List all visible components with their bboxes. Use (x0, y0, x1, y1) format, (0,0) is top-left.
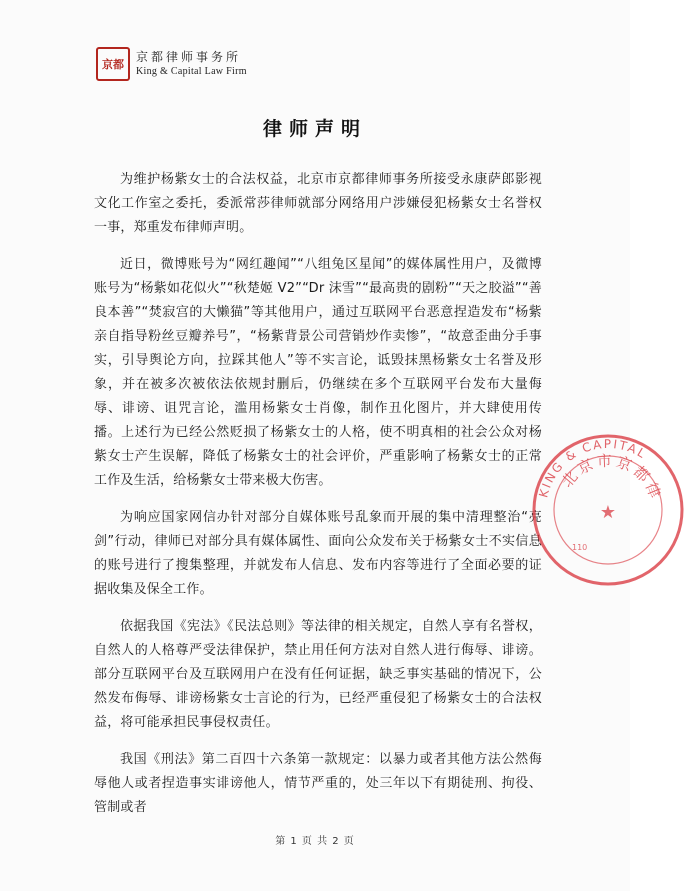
paragraph: 为响应国家网信办针对部分自媒体账号乱象而开展的集中清理整治“亮剑”行动，律师已对部分具有媒体属性、面向公众发布关于杨紫女士不实信息的账号进行了搜集整理，并就发布人信息、发布内容等进行了全面必要的证据收集及保全工作。 (94, 510, 542, 597)
seal-text-cn: 北京市京都律 (558, 451, 666, 504)
paragraph: 为维护杨紫女士的合法权益，北京市京都律师事务所接受永康萨郎影视文化工作室之委托，委派常莎律师就部分网络用户涉嫌侵犯杨紫女士名誉权一事，郑重发布律师声明。 (94, 172, 542, 235)
letterhead (96, 46, 247, 82)
document-title: 律师声明 (262, 118, 367, 140)
firm-name-cn: 京都律师事务所 (136, 50, 242, 64)
firm-name-block (136, 50, 247, 78)
official-seal (528, 430, 688, 590)
seal-text-en: KING & CAPITAL (536, 436, 650, 500)
firm-logo (96, 47, 130, 81)
paragraph: 我国《刑法》第二百四十六条第一款规定：以暴力或者其他方法公然侮辱他人或者捏造事实诽谤他人，情节严重的，处三年以下有期徒刑、拘役、管制或者 (94, 752, 542, 815)
seal-number: 110 (572, 543, 588, 552)
page-number: 第 1 页 共 2 页 (275, 836, 355, 847)
paragraph: 依据我国《宪法》《民法总则》等法律的相关规定，自然人享有名誉权，自然人的人格尊严受法律保护，禁止用任何方法对自然人进行侮辱、诽谤。部分互联网平台及互联网用户在没有任何证据，缺乏事实基础的情况下，公然发布侮辱、诽谤杨紫女士言论的行为，已经严重侵犯了杨紫女士的合法权益，将可能承担民事侵权责任。 (94, 619, 542, 730)
firm-logo-text: 京都 (102, 57, 124, 71)
seal-star-icon: ★ (599, 502, 617, 523)
paragraph: 近日，微博账号为“网红趣闻”“八组兔区星闻”的媒体属性用户，及微博账号为“杨紫如花似火”“秋楚姬 V2”“Dr 沫雪”“最高贵的剧粉”“天之胶溢”“善良本善”“焚寂宫的大懒猫”等其他用户，通过互联网平台恶意捏造发布“杨紫亲自指导粉丝豆瓣养号”，“杨紫背景公司营销炒作卖惨”，“故意歪曲分手事实，引导舆论方向，拉踩其他人”等不实言论，诋毁抹黑杨紫女士名誉及形象，并在被多次被依法依规封删后，仍继续在多个互联网平台发布大量侮辱、诽谤、诅咒言论，滥用杨紫女士肖像，制作丑化图片，并大肆使用传播。上述行为已经公然贬损了杨紫女士的人格，使不明真相的社会公众对杨紫女士产生误解，降低了杨紫女士的社会评价，严重影响了杨紫女士的正常工作及生活，给杨紫女士带来极大伤害。 (94, 257, 542, 488)
document-body (94, 168, 542, 833)
firm-name-en: King & Capital Law Firm (136, 66, 247, 77)
